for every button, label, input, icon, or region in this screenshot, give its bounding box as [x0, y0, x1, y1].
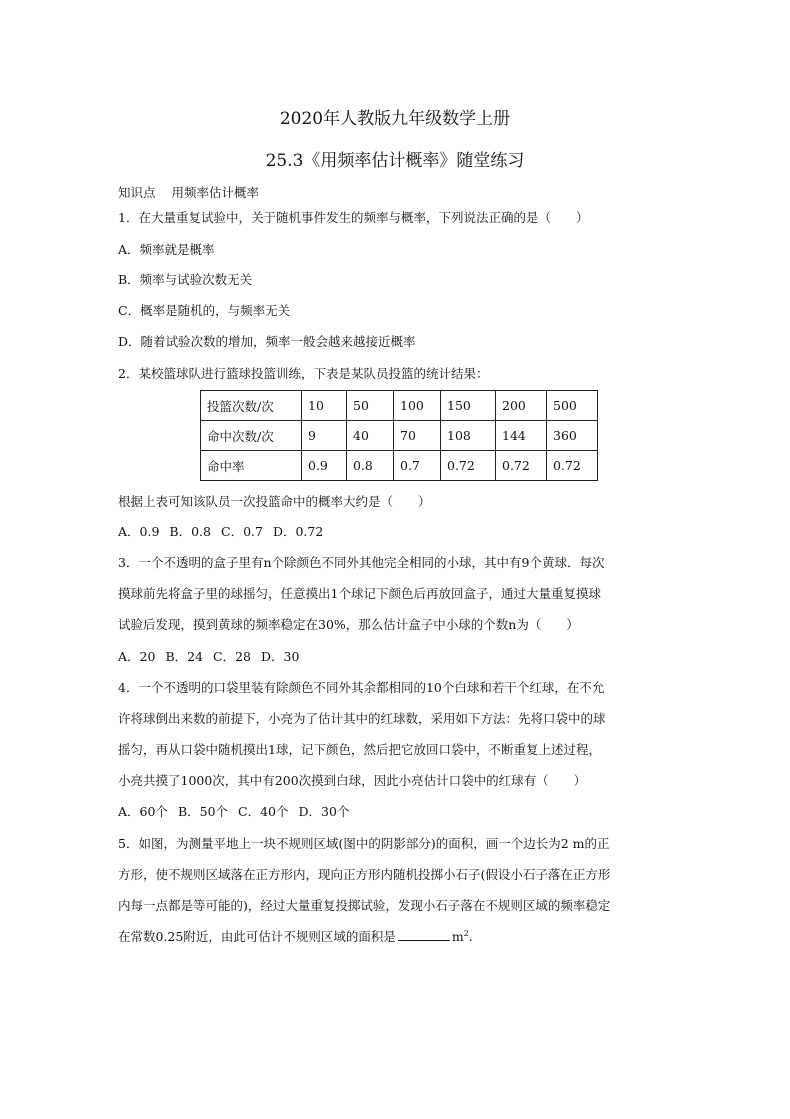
- question-3-option-b: B．24: [165, 649, 204, 664]
- table-row: [201, 451, 598, 481]
- question-3-line-1: 3．一个不透明的盒子里有n个除颜色不同外其他完全相同的小球，其中有9个黄球．每次: [118, 555, 605, 570]
- question-2-stem: 2．某校篮球队进行篮球投篮训练，下表是某队员投篮的统计结果：: [118, 366, 489, 381]
- question-1-option-b: B．频率与试验次数无关: [118, 272, 253, 287]
- table-cell: 40: [347, 421, 394, 451]
- table-cell: 0.72: [441, 451, 496, 481]
- question-2-prompt: 根据上表可知该队员一次投篮命中的概率大约是（ ）: [118, 494, 431, 509]
- answer-blank: [398, 928, 450, 941]
- question-5-text: 在常数0.25附近，由此可估计不规则区域的面积是: [118, 929, 396, 944]
- table-cell: 0.7: [394, 451, 441, 481]
- question-2-option-d: D．0.72: [272, 524, 324, 539]
- table-cell: 0.9: [302, 451, 347, 481]
- question-5-line-3: 内每一点都是等可能的)，经过大量重复投掷试验，发现小石子落在不规则区域的频率稳定: [118, 898, 611, 913]
- statistics-table: [200, 390, 598, 481]
- question-2-options: [118, 522, 333, 540]
- table-cell: 500: [547, 391, 598, 421]
- question-1-option-a: A．频率就是概率: [118, 242, 215, 257]
- knowledge-point-label: 知识点: [118, 185, 156, 200]
- table-cell: 投篮次数/次: [201, 391, 302, 421]
- question-5-line-2: 方形，使不规则区域落在正方形内，现向正方形内随机投掷小石子(假设小石子落在正方形: [118, 867, 611, 882]
- question-3-options: [118, 647, 309, 665]
- unit-exponent: 2: [463, 928, 469, 938]
- question-1-option-d: D．随着试验次数的增加，频率一般会越来越接近概率: [118, 334, 416, 349]
- table-cell: 150: [441, 391, 496, 421]
- table-cell: 9: [302, 421, 347, 451]
- table-cell: 70: [394, 421, 441, 451]
- table-cell: 50: [347, 391, 394, 421]
- question-3-line-3: 试验后发现，摸到黄球的频率稳定在30%，那么估计盒子中小球的个数n为（ ）: [118, 617, 579, 632]
- table-row: [201, 391, 598, 421]
- document-subtitle: 25.3《用频率估计概率》随堂练习: [265, 151, 525, 171]
- knowledge-point-text: 用频率估计概率: [171, 185, 260, 200]
- question-4-line-2: 许将球倒出来数的前提下，小亮为了估计其中的红球数，采用如下方法：先将口袋中的球: [118, 711, 606, 726]
- table-cell: 命中次数/次: [201, 421, 302, 451]
- document-title: 2020年人教版九年级数学上册: [279, 109, 511, 129]
- question-1-option-c: C．概率是随机的，与频率无关: [118, 303, 291, 318]
- table-cell: 0.72: [547, 451, 598, 481]
- table-cell: 0.72: [496, 451, 547, 481]
- question-2-option-b: B．0.8: [169, 524, 211, 539]
- table-cell: 100: [394, 391, 441, 421]
- question-3-option-d: D．30: [261, 649, 300, 664]
- table-row: [201, 421, 598, 451]
- question-4-line-3: 摇匀，再从口袋中随机摸出1球，记下颜色，然后把它放回口袋中，不断重复上述过程，: [118, 742, 601, 757]
- question-4-option-d: D．30个: [298, 804, 350, 819]
- question-1-stem: 1．在大量重复试验中，关于随机事件发生的频率与概率，下列说法正确的是（ ）: [118, 210, 589, 225]
- table-cell: 144: [496, 421, 547, 451]
- question-4-option-c: C．40个: [238, 804, 289, 819]
- area-unit: m: [451, 929, 464, 944]
- table-cell: 10: [302, 391, 347, 421]
- question-3-option-c: C．28: [213, 649, 252, 664]
- question-2-option-a: A．0.9: [118, 524, 160, 539]
- question-4-line-4: 小亮共摸了1000次，其中有200次摸到白球，因此小亮估计口袋中的红球有（ ）: [118, 773, 587, 788]
- table-cell: 108: [441, 421, 496, 451]
- table-cell: 0.8: [347, 451, 394, 481]
- question-4-line-1: 4．一个不透明的口袋里装有除颜色不同外其余都相同的10个白球和若干个红球，在不允: [118, 680, 605, 695]
- question-5-line-1: 5．如图，为测量平地上一块不规则区域(图中的阴影部分)的面积，画一个边长为2 m的正: [118, 836, 610, 851]
- question-2-option-c: C．0.7: [221, 524, 263, 539]
- question-4-options: [118, 802, 359, 820]
- table-cell: 命中率: [201, 451, 302, 481]
- question-4-option-a: A．60个: [118, 804, 168, 819]
- table-cell: 360: [547, 421, 598, 451]
- question-5-line-4: [118, 927, 473, 945]
- question-4-option-b: B．50个: [177, 804, 229, 819]
- sentence-end: .: [468, 929, 473, 944]
- question-3-line-2: 摸球前先将盒子里的球摇匀，任意摸出1个球记下颜色后再放回盒子，通过大量重复摸球: [118, 586, 601, 601]
- question-3-option-a: A．20: [118, 649, 156, 664]
- knowledge-point: [118, 183, 259, 201]
- table-cell: 200: [496, 391, 547, 421]
